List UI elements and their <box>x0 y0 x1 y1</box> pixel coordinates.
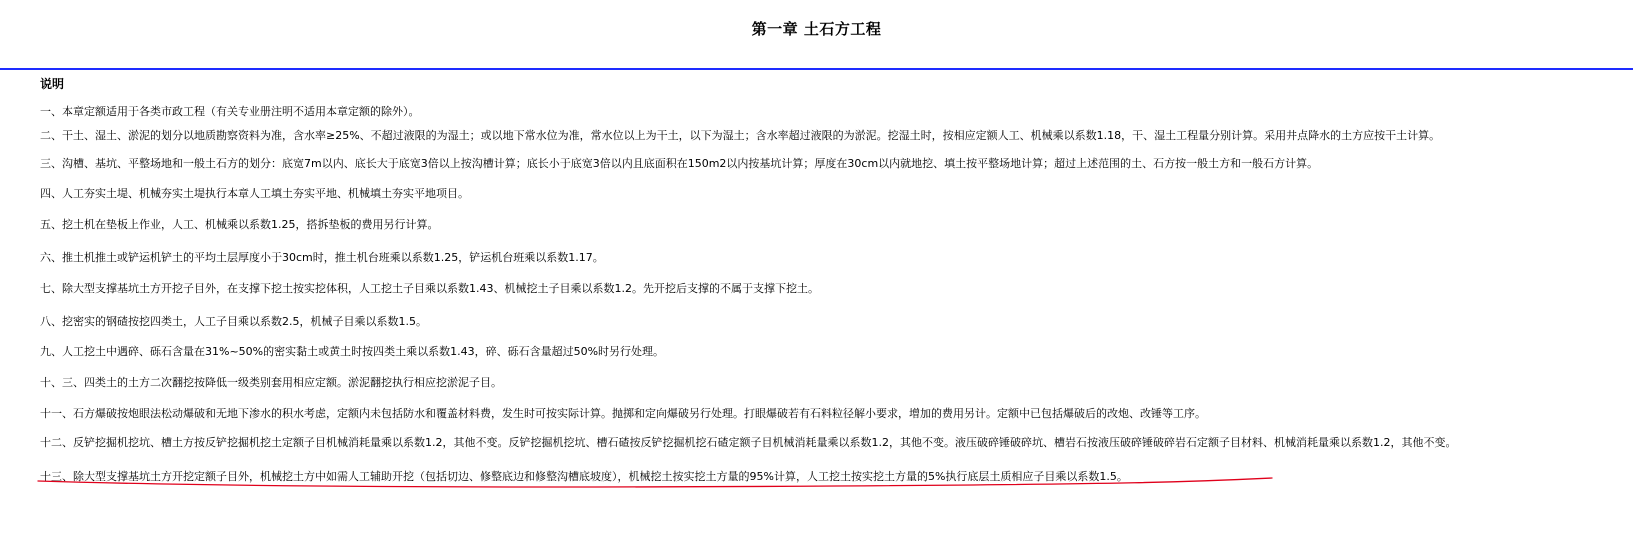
paragraph-11: 十一、石方爆破按炮眼法松动爆破和无地下渗水的积水考虑，定额内未包括防水和覆盖材料费，发生时可按实际计算。抛掷和定向爆破另行处理。打眼爆破若有石料粒径解小要求，增加的费用另计。定额中已包括爆破后的改炮、改锤等工序。 <box>40 407 1206 420</box>
underlined-paragraph <box>40 465 1128 484</box>
paragraph-5: 五、挖土机在垫板上作业，人工、机械乘以系数1.25，搭拆垫板的费用另行计算。 <box>40 218 439 231</box>
header-divider <box>0 68 1633 70</box>
paragraph-8: 八、挖密实的钢碴按挖四类土，人工子目乘以系数2.5，机械子目乘以系数1.5。 <box>40 315 427 328</box>
paragraph-2: 二、干土、湿土、淤泥的划分以地质勘察资料为准，含水率≥25%、不超过液限的为湿土；或以地下常水位为准，常水位以上为干土，以下为湿土；含水率超过液限的为淤泥。挖湿土时，按相应定额人工、机械乘以系数1.18，干、湿土工程量分别计算。采用井点降水的土方应按干土计算。 <box>40 129 1441 142</box>
paragraph-9: 九、人工挖土中遇碎、砾石含量在31%~50%的密实黏土或黄土时按四类土乘以系数1.43，碎、砾石含量超过50%时另行处理。 <box>40 345 665 358</box>
paragraph-13-wrap <box>40 465 1615 484</box>
paragraph-3: 三、沟槽、基坑、平整场地和一般土石方的划分：底宽7m以内、底长大于底宽3倍以上按沟槽计算；底长小于底宽3倍以内且底面积在150m2以内按基坑计算；厚度在30cm以内就地挖、填土按平整场地计算；超过上述范围的土、石方按一般土方和一般石方计算。 <box>40 157 1319 170</box>
page-title: 第一章 土石方工程 <box>751 20 882 38</box>
paragraph-7: 七、除大型支撑基坑土方开挖子目外，在支撑下挖土按实挖体积，人工挖土子目乘以系数1.43、机械挖土子目乘以系数1.2。先开挖后支撑的不属于支撑下挖土。 <box>40 282 819 295</box>
paragraph-13: 十三、除大型支撑基坑土方开挖定额子目外，机械挖土方中如需人工辅助开挖（包括切边、修整底边和修整沟槽底坡度），机械挖土按实挖土方量的95%计算，人工挖土按实挖土方量的5%执行底层土质相应子目乘以系数1.5。 <box>40 470 1128 483</box>
section-label: 说明 <box>40 77 65 91</box>
document-body <box>40 76 1615 484</box>
paragraph-12: 十二、反铲挖掘机挖坑、槽土方按反铲挖掘机挖土定额子目机械消耗量乘以系数1.2，其他不变。反铲挖掘机挖坑、槽石碴按反铲挖掘机挖石碴定额子目机械消耗量乘以系数1.2，其他不变。液压破碎锤破碎坑、槽岩石按液压破碎锤破碎岩石定额子目材料、机械消耗量乘以系数1.2，其他不变。 <box>40 436 1457 449</box>
paragraph-10: 十、三、四类土的土方二次翻挖按降低一级类别套用相应定额。淤泥翻挖执行相应挖淤泥子目。 <box>40 376 502 389</box>
paragraph-1: 一、本章定额适用于各类市政工程（有关专业册注明不适用本章定额的除外）。 <box>40 105 420 118</box>
paragraph-6: 六、推土机推土或铲运机铲土的平均土层厚度小于30cm时，推土机台班乘以系数1.25，铲运机台班乘以系数1.17。 <box>40 251 604 264</box>
paragraph-4: 四、人工夯实土堤、机械夯实土堤执行本章人工填土夯实平地、机械填土夯实平地项目。 <box>40 187 469 200</box>
